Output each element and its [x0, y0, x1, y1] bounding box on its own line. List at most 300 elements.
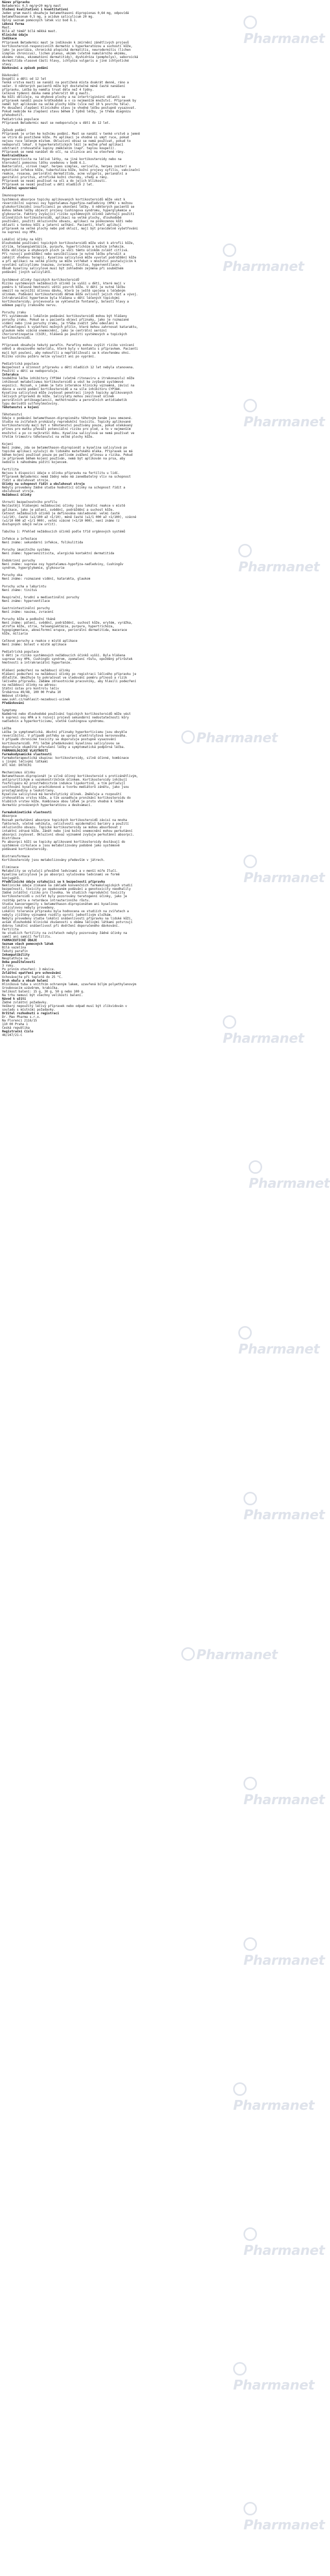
text-line: Přípravek obsahuje tekutý parafín. Parafíny mohou zvýšit riziko vznícení [2, 344, 135, 348]
text-line: šroubovacím uzávěrem, krabička. [2, 986, 59, 990]
text-line: přípravek nanáší pouze krátkodobě a v co nejmenším množství. Přípravek by [2, 99, 136, 103]
text-line: Ve studiích fertility na zvířatech nebyly pozorovány žádné účinky na [2, 931, 127, 935]
watermark-logo: Pharmanet [181, 730, 278, 746]
text-line: Přípravek Betadermic mast je indikován k zmírnění zánětlivých projevů [2, 41, 129, 45]
text-line: účinnějších kortikosteroidů, aplikaci na velké plochy, dlouhodobé [2, 216, 122, 220]
text-line [2, 545, 309, 549]
text-line: přípravku. Léčba by neměla trvat déle než 4 týdny. [2, 89, 94, 92]
text-line: Kortikosteroidy jsou metabolizovány především v játrech. [2, 859, 105, 862]
text-line: Fertilita [2, 928, 19, 931]
text-line: nedoporučí lékař. U hyperkeratotických lézí je možné před aplikací [2, 143, 124, 147]
text-line: Není známo: hyperventilace [2, 599, 50, 603]
section-heading: Indikace [2, 37, 17, 41]
text-line: (≥1/10 000 až <1/1 000), velmi vzácné (<1/10 000), není známo (z [2, 519, 120, 523]
pharmanet-logo-icon [243, 1492, 257, 1505]
pharmanet-logo-icon [181, 1647, 195, 1661]
watermark-logo: Pharmanet [238, 544, 320, 575]
text-line: samčí ani samičí fertilitu. [2, 936, 52, 939]
text-line: léčivých přípravků do kůže. Salicyláty mohou zesilovat účinek [2, 395, 114, 399]
section-heading: Návod k užití [2, 997, 26, 1001]
text-line: Absorpce [2, 815, 17, 818]
section-heading: Farmakokinetické vlastnosti [2, 811, 52, 815]
text-line: expozici. Rozsah, v jakém je tato interakce klinicky významná, závisí na [2, 384, 135, 387]
text-line: podávání jiných salicylátů. [2, 271, 52, 275]
text-line: Není známo: suprese osy hypotalamus-hypofýza-nadledviny, Cushingův [2, 563, 124, 567]
text-line [2, 125, 309, 129]
text-line: bezpečnosti, toxicity po opakovaném podávání a genotoxicity neodhalily [2, 888, 131, 891]
text-line: (≥1/10), časté (≥1/100 až <1/10), méně časté (≥1/1 000 až <1/100), vzácné [2, 515, 136, 519]
text-line: Lokální účinky na kůži [2, 238, 43, 242]
text-line: Bílá až téměř bílá měkká mast. [2, 30, 58, 34]
text-line: Pediatrická populace [2, 118, 39, 121]
text-line: Poruchy ucha a labyrintu [2, 585, 47, 588]
text-line: salicylovou nebyly provedeny. [2, 906, 55, 910]
text-line: přehodnotit. [2, 114, 24, 118]
text-line: s jinými léčivými látkami [2, 760, 48, 764]
text-line: podávané kortikosteroidy. [2, 847, 48, 851]
watermark-logo: Pharmanet [243, 855, 325, 886]
text-line: kortikosteroidy mají být v těhotenství používány pouze, pokud očekávaný [2, 424, 133, 428]
text-line: Při systémovém i lokálním podávání kortikosteroidů mohou být hlášeny [2, 315, 127, 319]
text-line: intaktní zdravé kůže. Zánět nebo jiné kožní onemocnění mohou perkutánní [2, 829, 133, 833]
text-line [2, 410, 309, 413]
text-line: množství a po co nejkratší dobu. Kyselina salicylová se nemá používat ve [2, 431, 135, 435]
text-line: nedošlo k náhodnému požití kojencem. [2, 460, 68, 464]
text-line: Shrnutí bezpečnostního profilu [2, 501, 58, 505]
text-line: genitální pruritus, atrofické kožní choroby, vředy a rány. [2, 176, 109, 180]
text-line: faktorech, včetně vehikula, celistvosti epidermální bariéry a použití [2, 822, 129, 826]
text-line: Poruchy imunitního systému [2, 549, 50, 552]
text-line: Není známo: nauzea, zvracení [2, 610, 54, 614]
text-line [2, 666, 309, 669]
text-line: Riziko vzniku požáru nelze vyloučit ani po vyprání. [2, 355, 96, 358]
text-line: Velikost balení: 15 g, 30 g, 50 g nebo 100 g. [2, 990, 85, 994]
text-line: Neuplatňuje se. [2, 957, 30, 961]
text-line: Dr. Max Pharma s.r.o. [2, 1016, 41, 1019]
section-heading: Nežádoucí účinky [2, 494, 32, 497]
section-heading: Držitel rozhodnutí o registraci [2, 1012, 59, 1015]
text-line [2, 465, 309, 468]
text-line: absorpci zvyšovat. Okluzivní obvaz významně zvyšuje perkutánní absorpci. [2, 833, 135, 837]
text-line: Pediatrická populace [2, 362, 39, 366]
text-line: Není známo: sekundární infekce, folikulitida [2, 541, 83, 544]
text-line: Léčba je symptomatická. Akutní příznaky hyperkorticismu jsou obvykle [2, 731, 127, 735]
text-line: syndrom, hyperglykemie, glykosurie [2, 567, 65, 570]
text-line: reverzibilní. V případě potřeby se upraví elektrolytová nerovnováha. [2, 735, 127, 738]
text-line: doporučuje okamžité přerušení léčby a symptomatická podpůrná léčba. [2, 745, 125, 749]
text-line: Česká republika [2, 1027, 30, 1030]
text-line: dostupných údajů nelze určit). [2, 523, 58, 526]
text-line: řídit a obsluhovat stroje. [2, 479, 50, 483]
text-line: Imunosuprese [2, 194, 24, 198]
text-line: Tekutý parafín [2, 950, 28, 954]
text-line: kortikosteroidů. [2, 337, 32, 340]
text-line: oděvů a obvazového materiálu, které byly v kontaktu s přípravkem. Pacienti [2, 348, 138, 351]
text-line [2, 603, 309, 607]
text-line: Bílá vazelína [2, 946, 26, 950]
text-line: Údaje o podávání betamethason-dipropionátu těhotným ženám jsou omezené. [2, 417, 133, 421]
text-line: Poruchy oka [2, 574, 23, 578]
pharmanet-logo-icon [243, 2502, 257, 2515]
text-line: www.sukl.cz/nahlasit-nezadouci-ucinek [2, 698, 70, 701]
text-line: Po dosažení zlepšení klinického stavu je vhodné léčbu postupně vysazovat. [2, 107, 136, 110]
text-line: ekzému rukou, ekzematózní dermatitidy), dyshidróza (pompholyx), seboroická [2, 55, 138, 59]
text-line: atrofie kůže, strie, teleangiektázie, purpura, hypertrichóza, [2, 625, 114, 629]
text-line: oftalmologovi k vyšetření možných příčin, které mohou zahrnovat kataraktu, [2, 326, 138, 329]
text-line: 110 00 Praha 1 [2, 1023, 28, 1027]
text-line: Symptomy [2, 709, 17, 713]
text-line: přípravek na velké plochy nebo pod okluzí, mají být pravidelně vyšetřováni [2, 227, 138, 231]
section-heading: Farmakodynamické vlastnosti [2, 753, 52, 756]
text-line: Přípravek se nesmí používat u dětí mladších 2 let. [2, 183, 94, 187]
text-line: Nejčastěji hlášenými nežádoucími účinky jsou lokální reakce v místě [2, 505, 125, 508]
section-heading: Název přípravku [2, 1, 30, 4]
text-line: účinkem. Podávání kortikosteroidů dětem může ovlivnit jejich růst a vývoj. [2, 293, 138, 296]
text-line: na nežádoucí účinky na adresu: [2, 683, 58, 687]
text-line: Není známo, zda se betamethason-dipropionát a kyselina salicylová po [2, 446, 127, 450]
text-line: léčivého přípravku. Žádáme zdravotnické pracovníky, aby hlásili podezření [2, 680, 136, 683]
text-line [2, 706, 309, 709]
text-line: Kyselina salicylová je po absorpci vylučována ledvinami ve formě [2, 873, 120, 877]
watermark-logo: Pharmanet [243, 16, 325, 47]
section-heading: Interakce [2, 373, 19, 377]
text-line [2, 534, 309, 538]
text-line: antipruritickým a vazokonstrikčním účinkem. Kortikosteroidy inhibují [2, 778, 127, 782]
text-line [2, 581, 309, 585]
text-line: Rozsah perkutánní absorpce topických kortikosteroidů závisí na mnoha [2, 818, 127, 822]
text-line: Není známo: rozmazané vidění, katarakta, glaukom [2, 578, 91, 581]
text-line: Mast. [2, 26, 11, 30]
section-heading: Zvláštní upozornění [2, 187, 37, 191]
text-line: Uchovávejte při teplotě do 25 °C. [2, 975, 63, 979]
text-line: Obsah kyseliny salicylové musí být zohledněn zejména při souběžném [2, 267, 124, 271]
text-line: Hlášení podezření na nežádoucí účinky [2, 669, 70, 672]
pharmanet-logo-icon [249, 1160, 262, 1174]
text-line: zrohovatělou vrstvu kůže, a tím usnadňuje pronikání kortikosteroidu do [2, 797, 131, 800]
text-line: Souběžná léčba inhibitory CYP3A4 (včetně ritonaviru a itrakonazolu) může [2, 377, 135, 380]
text-line: edémem papily zrakového nervu. [2, 304, 58, 307]
text-line: Metabolity se vylučují převážně ledvinami a v menší míře žlučí. [2, 870, 118, 873]
text-line: Není známo: bolest v místě aplikace [2, 643, 67, 647]
text-line [2, 308, 309, 311]
text-line: Hliníková tuba s vnitřním ochranným lakem, uzavřená bílým polyethylenovým [2, 983, 136, 986]
text-line: večer. U některých pacientů může být dostatečné méně časté nanášení [2, 85, 125, 89]
text-line: Žádné zvláštní požadavky. [2, 1001, 48, 1004]
text-line: Není známo: pálení, svědění, podráždění, suchost kůže, erytém, vyrážka, [2, 621, 133, 625]
text-line: Nadměrné nebo dlouhodobé používání topických kortikosteroidů může vést [2, 713, 131, 716]
text-line [2, 275, 309, 279]
text-line: obsluhovat stroje. [2, 490, 35, 494]
text-line: Kyselina salicylová může zvyšovat penetraci jiných topicky aplikovaných [2, 392, 133, 395]
section-heading: Inkompatibility [2, 954, 30, 957]
text-line: Těhotenství [2, 413, 23, 417]
text-line: U dětí je riziko systémových nežádoucích účinků vyšší. Byla hlášena [2, 654, 125, 658]
section-heading: FARMACEUTICKÉ ÚDAJE [2, 939, 37, 943]
text-line: přínos pro matku převáží potenciální riziko pro plod, a to v nejmenším [2, 428, 131, 431]
text-line: Hypersenzitivita na léčivé látky, na jiné kortikosteroidy nebo na [2, 158, 122, 162]
text-line: suprese osy HPA, Cushingův syndrom, zpomalení růstu, opožděný přírůstek [2, 658, 133, 661]
text-line: oblasti s tenkou kůží a jaterní selhání. Pacienti, kteří aplikují [2, 223, 122, 227]
text-line: Při rozvoji podráždění nebo senzibilizace je nutné léčbu přerušit a [2, 253, 125, 256]
text-line: glukokortikoidní insuficiencí po ukončení léčby. U některých pacientů se [2, 205, 135, 209]
text-line: používání, použití okluzivního obvazu, aplikaci na poškozenou kůži nebo [2, 220, 133, 223]
text-line: Není známo: tinitus [2, 588, 37, 592]
text-line: Celkové poruchy a reakce v místě aplikace [2, 640, 78, 643]
text-line: nadledvin a hyperkorticismu, včetně Cushingova syndromu. [2, 720, 105, 724]
pharmanet-logo-icon [243, 1777, 257, 1790]
section-heading: Složení kvalitativní i kvantitativní [2, 8, 68, 12]
section-heading: Klinické údaje [2, 34, 28, 37]
text-line: perorálních antikoagulancií, methotrexátu a perorálních antidiabetik [2, 399, 127, 402]
text-line: kteroukoli pomocnou látku uvedenou v bodě 6.1. [2, 162, 87, 165]
text-line: Nejsou k dispozici údaje o účinku přípravku na fertilitu u lidí. [2, 472, 120, 476]
text-line: Nebyly provedeny žádné studie hodnotící účinky na schopnost řídit a [2, 486, 125, 490]
section-heading: Předávkování [2, 702, 24, 705]
text-line: Tabulka 1: Přehled nežádoucích účinků podle tříd orgánových systémů [2, 530, 125, 534]
text-line: Studie kancerogenity s betamethason-dipropionátem ani kyselinou [2, 902, 118, 906]
text-line: Kůže obličeje a ohybových ploch je vůči těmto účinkům zvlášť citlivá. [2, 249, 129, 253]
text-line [2, 614, 309, 618]
text-line: Na trhu nemusí být všechny velikosti balení. [2, 994, 83, 997]
text-line: chorioretinopatie (CSCR), hlášená po použití systémových a topických [2, 333, 127, 337]
text-line: vyvolání salicylismu (nauzea, zvracení, tinitus, hyperventilace). [2, 264, 122, 267]
text-line: Dávkování [2, 74, 19, 77]
text-line: třetím trimestru těhotenství na velké plochy kůže. [2, 435, 94, 439]
text-line: Betamethason-dipropionát je silně účinný kortikosteroid s protizánětlivým, [2, 774, 138, 778]
section-heading: Kontraindikace [2, 154, 28, 157]
text-line: striím, teleangiektáziím, purpuře, hypertrichóze a kožním infekcím. [2, 246, 125, 249]
text-line [2, 768, 309, 771]
text-line: Po prvním otevření: 3 měsíce. [2, 968, 55, 972]
text-line: Eliminace [2, 866, 19, 870]
section-heading: FARMAKOLOGICKÉ VLASTNOSTI [2, 749, 48, 753]
text-line: Celková týdenní dávka nemá překročit 60 g masti. [2, 92, 91, 96]
text-line: Riziko systémových nežádoucích účinků je vyšší u dětí, které mají v [2, 282, 125, 285]
text-line: kortikosteroidů u zvířat byly pozorovány teratogenní účinky, jako je [2, 895, 127, 899]
text-line: hlubších vrstev kůže. Kombinace obou látek je proto vhodná k léčbě [2, 800, 124, 804]
text-line: Četnost nežádoucích účinků je definována následovně: velmi časté [2, 512, 120, 515]
watermark-logo: Pharmanet [233, 2082, 314, 2113]
text-line: na supresi osy HPA. [2, 231, 37, 234]
text-line: mykotické infekce kůže, tuberkulóza kůže, kožní projevy syfilis, vakcinační [2, 169, 140, 172]
pharmanet-logo-icon [233, 2362, 247, 2376]
text-line [2, 359, 309, 363]
text-line: inhibovat metabolismus kortikosteroidů a vést ke zvýšené systémové [2, 380, 124, 384]
text-line: Infekce a infestace [2, 537, 37, 541]
watermark-logo: Pharmanet [249, 1160, 330, 1191]
watermark-logo: Pharmanet [243, 399, 325, 430]
text-line: Systémové účinky topických kortikosteroidů [2, 278, 79, 282]
text-line: glaukom nebo vzácná onemocnění, jako je centrální serózní [2, 329, 107, 333]
text-line: Intrakraniální hypertenze byla hlášena u dětí léčených topickými [2, 296, 120, 300]
text-line: Poruchy zraku [2, 311, 26, 314]
text-line: Není známo: hypersenzitivita, alergická kontaktní dermatitida [2, 552, 114, 556]
text-line: aplikace, jako je pálení, svědění, podráždění a suchost kůže. [2, 508, 114, 512]
text-line: Bezpečnost a účinnost přípravku u dětí mladších 12 let nebyla stanovena. [2, 366, 135, 369]
text-line: Fertilita [2, 468, 19, 471]
text-line: důležité. Umožňuje to pokračovat ve sledování poměru přínosů a rizik [2, 676, 127, 680]
text-line: typu derivátů sulfonylmočoviny. [2, 402, 59, 406]
pharmanet-logo-icon [243, 1937, 257, 1951]
text-line: nebyly zjištěny významné rozdíly oproti jednotlivým složkám. [2, 913, 112, 917]
text-line: Přípravek je určen ke kožnímu podání. Mast se nanáší v tenké vrstvě a jemně [2, 132, 140, 136]
text-line: dávce a cestě podání kortikosteroidů a na síle inhibitoru CYP3A4. [2, 387, 122, 391]
section-heading: Seznam všech pomocných látek [2, 943, 54, 946]
pharmanet-logo-icon [238, 1326, 252, 1340]
text-line: reverzibilní supresi osy hypotalamus-hypofýza-nadledviny (HPA) s možnou [2, 202, 133, 205]
text-line: Bakteriální, virové (např. herpes simplex, varicella, herpes zoster) a [2, 165, 131, 169]
text-line: odstranit zrohovatělé šupiny změkčením (např. teplou koupelí). [2, 147, 116, 150]
text-line: kortikosteroidy; projevovala se vyklenutím fontanely, bolestí hlavy a [2, 300, 129, 304]
text-line: Šrobárova 49/48, 100 00 Praha 10 [2, 690, 61, 694]
text-line: Mechanismus účinku [2, 771, 35, 774]
section-heading: Doba použitelnosti [2, 961, 35, 965]
text-line: uvolňování kyseliny arachidonové a tvorbu mediátorů zánětu, jako jsou [2, 786, 129, 789]
text-line: jako je psoriáza, chronická atopická dermatitis, neurodermitis (lichen [2, 48, 131, 52]
text-line: Přípravek se nemá nanášet do očí, na sliznice ani na otevřené rány. [2, 150, 125, 154]
pharmanet-logo-icon [233, 2082, 247, 2096]
watermark-logo: Pharmanet [243, 1492, 325, 1523]
text-line: avšak dlouhodobé klinické zkušenosti s oběma léčivými látkami potvrzují [2, 920, 133, 924]
text-line: Endokrinní poruchy [2, 559, 35, 563]
watermark-logo: Pharmanet [243, 1777, 325, 1808]
section-heading: Zvláštní opatření pro uchovávání [2, 972, 61, 975]
text-line: poměru k tělesné hmotnosti větší povrch kůže. U dětí je nutné léčbu [2, 285, 125, 289]
text-line: Studie na zvířatech prokázaly reprodukční toxicitu. Topicky aplikované [2, 421, 131, 424]
text-line [2, 647, 309, 651]
text-line: prostaglandiny a leukotrieny. [2, 789, 55, 793]
text-line: Webové stránky: [2, 694, 30, 698]
text-line: konjugátů. [2, 877, 21, 881]
watermark-logo: Pharmanet [181, 1647, 278, 1663]
text-line: Způsob podání [2, 128, 26, 132]
text-line: betamethasonum 0,5 mg, a acidum salicylicum 20 mg. [2, 16, 94, 19]
text-line: mají být poučeni, aby nekouřili a nepřibližovali se k otevřenému ohni. [2, 351, 131, 355]
text-line: Systémová absorpce topicky aplikovaných kortikosteroidů může vést k [2, 198, 125, 202]
section-heading: Předklinické údaje vztahující se k bezpečnosti přípravku [2, 881, 105, 884]
text-line: reakce, rosacea, periorální dermatitida, acne vulgaris, perianální a [2, 172, 127, 176]
text-line: vidění nebo jiné poruchy zraku, je třeba zvážit jeho odeslání k [2, 322, 118, 326]
text-line: ATC kód: D07XC01 [2, 764, 32, 767]
text-line: nejsou ruce léčeným místem. Okluzivní obvaz se nemá používat, pokud to [2, 139, 131, 143]
watermark-logo: Pharmanet [243, 2502, 325, 2533]
text-line: neměl být aplikován na velké plochy kůže (více než 10 % povrchu těla). [2, 103, 131, 107]
watermark-logo: Pharmanet [243, 2227, 325, 2258]
text-line: Nebyly provedeny studie lokální snášenlivosti přípravku na lidské kůži, [2, 917, 133, 920]
text-line: Betadermic 0,5 mg/g+20 mg/g mast [2, 5, 61, 8]
text-line: Kojení [2, 442, 13, 446]
text-line: se vtírá do postižené kůže. Po aplikaci je vhodné si umýt ruce, pokud [2, 136, 129, 139]
text-line: poruchy zraku. Pokud se u pacienta objeví příznaky, jako je rozmazané [2, 319, 129, 322]
text-line: Na Florenci 2116/15 [2, 1019, 37, 1023]
text-line: je přípravek během kojení používán, nemá být aplikován na prsa, aby [2, 457, 125, 460]
text-line: Dospělí a děti od 12 let [2, 77, 47, 81]
text-line: Poruchy kůže a podkožní tkáně [2, 617, 55, 621]
text-line: kortikosteroidů. Při léčbě předávkování kyselinou salicylovou se [2, 742, 120, 745]
text-line: kortikosteroid-responzivních dermatóz s hyperkeratózou a suchostí kůže, [2, 45, 133, 48]
watermark-logo: Pharmanet [223, 1015, 311, 1046]
text-line: Neklinické údaje získané na základě konvenčních farmakologických studií [2, 884, 133, 888]
text-line: kůže, miliaria [2, 632, 28, 636]
section-heading: Léková forma [2, 23, 24, 26]
text-line: Farmakoterapeutická skupina: kortikosteroidy, silně účinné, kombinace [2, 756, 129, 760]
text-line: mohou během léčby objevit projevy Cushingova syndromu, hyperglykemie a [2, 209, 131, 212]
text-line: Pokud nedojde ke zlepšení stavu během 2 týdnů léčby, je třeba diagnózu [2, 110, 131, 114]
text-line: Léčba [2, 727, 11, 731]
text-line: Respirační, hrudní a mediastinální poruchy [2, 596, 79, 599]
section-heading: Dávkování a způsob podání [2, 66, 48, 70]
text-line: Gastrointestinální poruchy [2, 607, 50, 610]
text-line [2, 439, 309, 443]
text-line: hmotnosti a intrakraniální hypertenze. [2, 661, 72, 665]
watermark-logo: Pharmanet [243, 1937, 325, 1968]
text-line: okluzivního obvazu. Topické kortikosteroidy se mohou absorbovat z [2, 826, 122, 829]
section-heading: Druh obalu a obsah balení [2, 979, 48, 983]
text-line: Lokální tolerance přípravku byla hodnocena ve studiích na zvířatech a [2, 910, 129, 913]
watermark-logo: Pharmanet [223, 243, 311, 275]
watermark-logo: Pharmanet [233, 2362, 314, 2393]
text-line: Na kůži obličeje, na ohybové plochy a na intertriginózní oblasti se [2, 96, 125, 99]
text-line: glykosurie. Faktory zvyšující riziko systémových účinků zahrnují použití [2, 212, 135, 216]
text-line: a při aplikaci na velké plochy se může vstřebat v množství postačujícím k [2, 260, 136, 264]
text-line: Tenká vrstva masti se nanáší na postižená místa dvakrát denně, ráno a [2, 81, 129, 85]
section-heading: Účinky na schopnost řídit a obsluhovat stroje [2, 483, 85, 486]
text-line: během kojení používat pouze po pečlivém zvážení přínosu a rizika. Pokud [2, 453, 133, 457]
text-line: Po absorpci kůží se topicky aplikované kortikosteroidy dostávají do [2, 840, 125, 844]
text-line: Přípravek se nesmí používat na oči a do jejich blízkosti. [2, 180, 107, 183]
text-line [2, 724, 309, 727]
text-line: systémové cirkulace a jsou metabolizovány podobně jako systémově [2, 844, 120, 847]
text-line: Přípravek Betadermic mast se nedoporučuje u dětí do 12 let. [2, 121, 111, 125]
text-line: rozštěp patra a retardace intrauterinního růstu. [2, 899, 91, 902]
text-line: zahájit vhodnou terapii. Kyselina salicylová může vyvolat podráždění kůže [2, 256, 136, 260]
text-line: k supresi osy HPA a k rozvoji projevů sekundární nedostatečnosti kůry [2, 716, 129, 720]
text-line: Přípravek Betadermic nemá žádný nebo má zanedbatelný vliv na schopnost [2, 476, 131, 479]
text-line: Hlášení podezření na nežádoucí účinky po registraci léčivého přípravku je [2, 672, 136, 676]
text-line: dobrou lokální snášenlivost při dodržení doporučeného dávkování. [2, 924, 120, 928]
section-heading: Registrační číslo [2, 1030, 34, 1034]
text-line [2, 593, 309, 596]
text-line: Veškerý nepoužitý léčivý přípravek nebo odpad musí být zlikvidován v [2, 1004, 127, 1008]
text-line [2, 852, 309, 855]
text-line: souladu s místními požadavky. [2, 1008, 55, 1012]
text-line: Použití u dětí se nedoporučuje. [2, 369, 59, 373]
text-line [2, 862, 309, 866]
text-line [2, 70, 309, 74]
text-line: Jeden gram masti obsahuje betamethasoni dipropionas 0,64 mg, odpovídá [2, 12, 129, 16]
text-line: V případě chronické toxicity se doporučuje postupné vysazování [2, 738, 116, 742]
text-line: Kyselina salicylová má keratolytický účinek. Změkčuje a rozpouští [2, 793, 122, 797]
text-line: Dlouhodobé používání topických kortikosteroidů může vést k atrofii kůže, [2, 242, 135, 246]
text-line [2, 556, 309, 559]
text-line: Úplný seznam pomocných látek viz bod 6.1. [2, 19, 78, 23]
text-line: omezit na nejnižší účinnou dávku, která je ještě spojena s léčebným [2, 289, 125, 293]
text-line: 46/247/21-C [2, 1034, 23, 1038]
text-line [2, 570, 309, 574]
text-line [2, 191, 309, 194]
text-line: 3 roky. [2, 965, 15, 968]
text-line: topické aplikaci vylučují do lidského mateřského mléka. Přípravek se má [2, 450, 133, 453]
text-line: stavy. [2, 63, 13, 66]
text-line: dermatitida vlasové části hlavy, ichtyóza vulgaris a jiné ichtyotické [2, 59, 129, 63]
text-line [2, 527, 309, 530]
text-line: Pediatrická populace [2, 651, 39, 654]
spc-document [2, 1, 309, 1038]
text-line: Distribuce [2, 837, 21, 840]
text-line: dermatóz provázených hyperkeratózou a deskvamací. [2, 804, 92, 808]
text-line [2, 235, 309, 238]
text-line: Státní ústav pro kontrolu léčiv [2, 687, 59, 690]
